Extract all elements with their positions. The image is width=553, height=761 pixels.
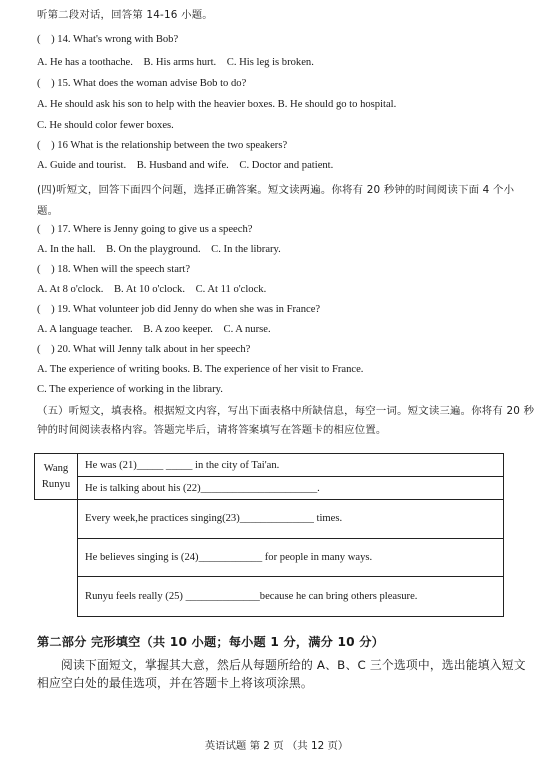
question-18: ( ) 18. When will the speech start? <box>37 264 191 275</box>
table-empty-cell <box>35 500 78 538</box>
section-5-instructions: （五）听短文，填表格。根据短文内容，写出下面表格中所缺信息，每空一词。短文读三遍。你将有 20 秒钟的时间阅读表格内容。答题完毕后，请将答案填写在答题卡的相应位置。 <box>37 405 535 436</box>
part-2-instructions: 阅读下面短文，掌握其大意，然后从每题所给的 A、B、C 三个选项中，选出能填入短文相应空白处的最佳选项，并在答题卡上将该项涂黑。 <box>37 658 526 690</box>
question-20-options-ab: A. The experience of writing books. B. The experience of her visit to France. <box>37 364 364 375</box>
table-name-cell <box>35 454 78 500</box>
question-15: ( ) 15. What does the woman advise Bob to do? <box>37 78 247 89</box>
question-15-option-c: C. He should color fewer boxes. <box>37 120 174 131</box>
question-17-options: A. In the hall. B. On the playground. C. In the library. <box>37 244 281 255</box>
section-4-instructions: (四)听短文，回答下面四个问题，选择正确答案。短文读两遍。你将有 20 秒钟的时间阅读下面 4 个小题。 <box>37 184 515 217</box>
table-row-21: He was (21)_____ _____ in the city of Tai'an. <box>78 454 504 477</box>
table-row-25: Runyu feels really (25) ______________because he can bring others pleasure. <box>78 576 504 616</box>
dialogue-2-intro: 听第二段对话，回答第 14-16 小题。 <box>37 9 213 21</box>
page-footer: 英语试题 第 2 页 （共 12 页） <box>204 740 349 752</box>
table-empty-cell <box>35 576 78 616</box>
question-15-options-ab: A. He should ask his son to help with the heavier boxes. B. He should go to hospital. <box>37 99 397 110</box>
question-19: ( ) 19. What volunteer job did Jenny do when she was in France? <box>37 304 321 315</box>
table-row-23: Every week,he practices singing(23)______________ times. <box>78 500 504 538</box>
question-18-options: A. At 8 o'clock. B. At 10 o'clock. C. At 11 o'clock. <box>37 284 267 295</box>
table-row-22: He is talking about his (22)______________________. <box>78 477 504 500</box>
question-16-options: A. Guide and tourist. B. Husband and wife. C. Doctor and patient. <box>37 160 334 171</box>
question-14-options: A. He has a toothache. B. His arms hurt. C. His leg is broken. <box>37 57 314 68</box>
name-line-2: Runyu <box>41 478 71 490</box>
part-2-title: 第二部分 完形填空（共 10 小题；每小题 1 分，满分 10 分） <box>37 635 385 649</box>
question-20-option-c: C. The experience of working in the library. <box>37 384 223 395</box>
question-16: ( ) 16 What is the relationship between the two speakers? <box>37 140 288 151</box>
fill-in-table <box>34 453 504 617</box>
name-line-1: Wang <box>43 462 69 474</box>
question-20: ( ) 20. What will Jenny talk about in her speech? <box>37 344 251 355</box>
question-19-options: A. A language teacher. B. A zoo keeper. C. A nurse. <box>37 324 271 335</box>
table-empty-cell <box>35 538 78 576</box>
question-17: ( ) 17. Where is Jenny going to give us a speech? <box>37 224 253 235</box>
table-row-24: He believes singing is (24)____________ for people in many ways. <box>78 538 504 576</box>
question-14: ( ) 14. What's wrong with Bob? <box>37 34 179 45</box>
